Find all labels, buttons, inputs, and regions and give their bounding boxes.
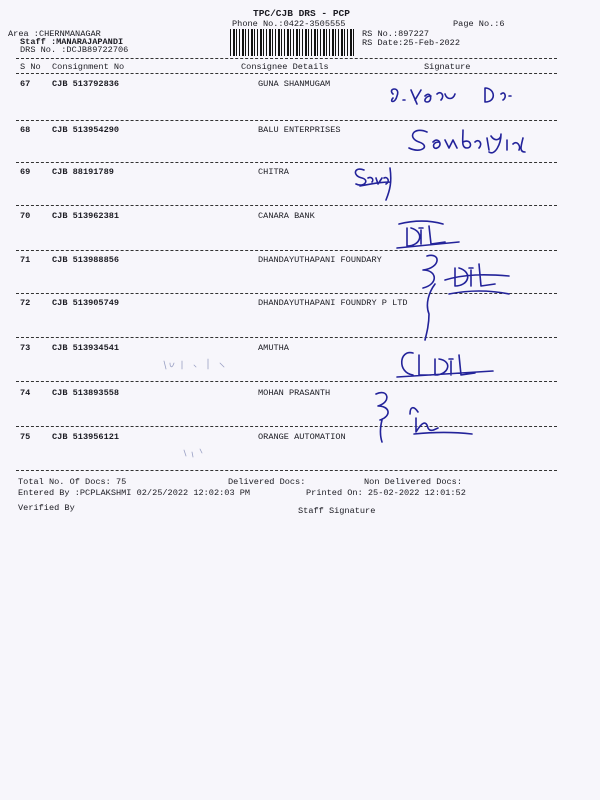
row-consignment: CJB 88191789 xyxy=(52,167,114,177)
header-divider xyxy=(16,58,557,59)
signature-row-69 xyxy=(352,164,402,204)
row-sno: 71 xyxy=(20,255,31,265)
staff-label: Staff :MANARAJAPANDI xyxy=(20,37,124,47)
column-header-sno: S No xyxy=(20,62,41,72)
total-docs: Total No. Of Docs: 75 xyxy=(18,477,127,487)
column-header-consignment: Consignment No xyxy=(52,62,125,72)
row-consignment: CJB 513988856 xyxy=(52,255,120,265)
non-delivered-docs: Non Delivered Docs: xyxy=(364,477,462,487)
faint-marks xyxy=(160,355,240,375)
row-consignee: ORANGE AUTOMATION xyxy=(258,432,346,442)
drs-number: DRS No. :DCJB89722706 xyxy=(20,45,129,55)
row-divider xyxy=(16,162,557,163)
header-divider xyxy=(16,73,557,74)
row-divider xyxy=(16,205,557,206)
signature-row-74 xyxy=(370,386,480,446)
phone-number: Phone No.:0422-3505555 xyxy=(232,19,346,29)
row-consignee: CANARA BANK xyxy=(258,211,315,221)
row-sno: 67 xyxy=(20,79,31,89)
delivered-docs: Delivered Docs: xyxy=(228,477,306,487)
staff-signature: Staff Signature xyxy=(298,506,376,516)
signature-row-67 xyxy=(385,82,525,112)
barcode-image xyxy=(230,29,356,56)
row-consignment: CJB 513893558 xyxy=(52,388,120,398)
signature-row-73 xyxy=(395,345,505,385)
row-consignment: CJB 513956121 xyxy=(52,432,120,442)
row-consignment: CJB 513954290 xyxy=(52,125,120,135)
entered-by: Entered By :PCPLAKSHMI 02/25/2022 12:02:03 PM xyxy=(18,488,251,498)
row-consignee: CHITRA xyxy=(258,167,289,177)
row-sno: 68 xyxy=(20,125,31,135)
row-sno: 69 xyxy=(20,167,31,177)
verified-by: Verified By xyxy=(18,503,75,513)
faint-marks xyxy=(180,446,210,461)
row-consignment: CJB 513905749 xyxy=(52,298,120,308)
rs-number: RS No.:897227 xyxy=(362,29,430,39)
row-consignment: CJB 513934541 xyxy=(52,343,120,353)
row-consignee: MOHAN PRASANTH xyxy=(258,388,331,398)
column-header-signature: Signature xyxy=(424,62,471,72)
row-consignment: CJB 513792836 xyxy=(52,79,120,89)
document-title: TPC/CJB DRS - PCP xyxy=(253,8,350,19)
row-consignee: DHANDAYUTHAPANI FOUNDARY xyxy=(258,255,382,265)
page-number: Page No.:6 xyxy=(453,19,505,29)
row-divider xyxy=(16,120,557,121)
row-sno: 75 xyxy=(20,432,31,442)
row-consignment: CJB 513962381 xyxy=(52,211,120,221)
signature-row-71 xyxy=(405,250,515,345)
row-sno: 70 xyxy=(20,211,31,221)
row-consignee: DHANDAYUTHAPANI FOUNDRY P LTD xyxy=(258,298,408,308)
printed-on: Printed On: 25-02-2022 12:01:52 xyxy=(306,488,466,498)
row-sno: 72 xyxy=(20,298,31,308)
row-sno: 74 xyxy=(20,388,31,398)
row-consignee: AMUTHA xyxy=(258,343,289,353)
rs-date: RS Date:25-Feb-2022 xyxy=(362,38,460,48)
signature-row-68 xyxy=(405,122,555,162)
column-header-consignee: Consignee Details xyxy=(241,62,329,72)
row-divider xyxy=(16,470,557,471)
row-sno: 73 xyxy=(20,343,31,353)
row-consignee: BALU ENTERPRISES xyxy=(258,125,341,135)
row-consignee: GUNA SHANMUGAM xyxy=(258,79,331,89)
area-label: Area :CHERNMANAGAR xyxy=(8,29,101,39)
